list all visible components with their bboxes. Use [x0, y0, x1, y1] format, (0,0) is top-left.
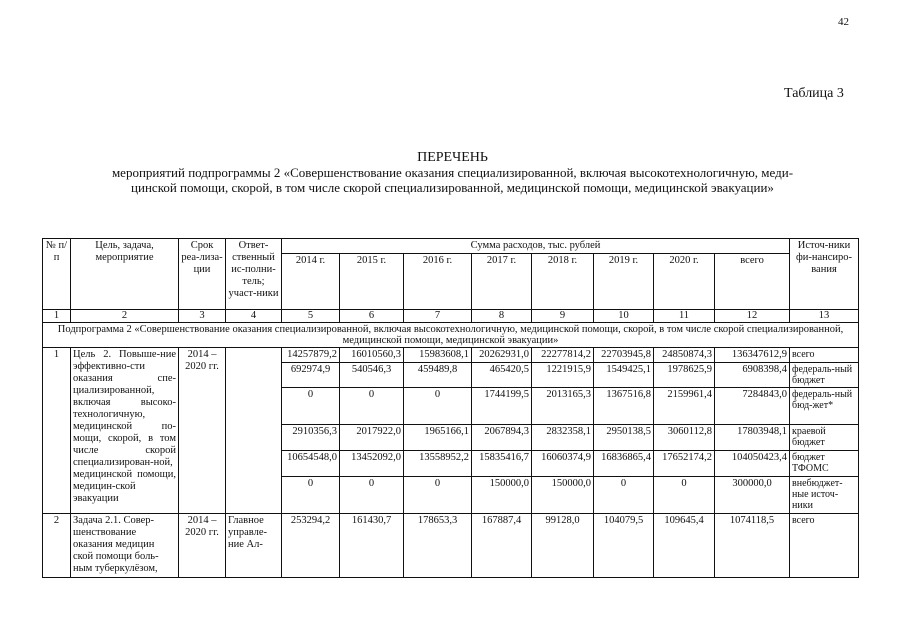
amount-cell: 540546,3 [340, 363, 404, 388]
amount-cell: 161430,7 [340, 514, 404, 578]
amount-cell: 24850874,3 [654, 348, 715, 363]
amount-cell: 15983608,1 [404, 348, 472, 363]
term-text: 2014 – 2020 гг. [179, 348, 226, 514]
amount-cell: 1221915,9 [532, 363, 594, 388]
amount-cell: 20262931,0 [472, 348, 532, 363]
amount-cell: 465420,5 [472, 363, 532, 388]
amount-cell: 0 [654, 477, 715, 514]
amount-cell: 14257879,2 [282, 348, 340, 363]
amount-cell: 1744199,5 [472, 388, 532, 425]
table-row [43, 514, 859, 578]
task-text: Задача 2.1. Совер-шенствование оказания медицин ской помощи боль-ным туберкулёзом, [71, 514, 179, 578]
column-number: 2 [71, 310, 179, 323]
amount-cell: 2910356,3 [282, 425, 340, 451]
amount-cell: 13452092,0 [340, 451, 404, 477]
responsible-cell [226, 348, 282, 514]
amount-cell: 0 [594, 477, 654, 514]
amount-cell: 109645,4 [654, 514, 715, 578]
column-number: 13 [790, 310, 859, 323]
table-row [43, 348, 859, 363]
amount-cell: 150000,0 [472, 477, 532, 514]
amount-cell: 1978625,9 [654, 363, 715, 388]
column-number: 1 [43, 310, 71, 323]
header-year: 2018 г. [532, 254, 594, 310]
amount-cell: 178653,3 [404, 514, 472, 578]
total-cell: 1074118,5 [715, 514, 790, 578]
source-cell: бюджет ТФОМС [790, 451, 859, 477]
source-cell: федераль-ный бюджет [790, 363, 859, 388]
amount-cell: 104079,5 [594, 514, 654, 578]
amount-cell: 253294,2 [282, 514, 340, 578]
page-number: 42 [838, 16, 849, 28]
column-number: 11 [654, 310, 715, 323]
header-sum-group: Сумма расходов, тыс. рублей [282, 239, 790, 254]
document-title-line-1: мероприятий подпрограммы 2 «Совершенствование оказания специализированной, включая высокотехнологичную, меди- [111, 165, 794, 180]
total-cell: 104050423,4 [715, 451, 790, 477]
total-cell: 6908398,4 [715, 363, 790, 388]
total-cell: 7284843,0 [715, 388, 790, 425]
events-table [42, 238, 859, 578]
header-total: всего [715, 254, 790, 310]
amount-cell: 2950138,5 [594, 425, 654, 451]
source-cell: всего [790, 514, 859, 578]
amount-cell: 0 [340, 477, 404, 514]
amount-cell: 0 [282, 388, 340, 425]
header-year: 2019 г. [594, 254, 654, 310]
goal-text: Цель 2. Повыше-ние эффективно-сти оказания спе-циализированной, включая высоко-технологичную, медицинской по-мощи, скорой, в том числе скорой специализирован-ной, медицинской помощи, медицин-ской эвакуации [71, 348, 179, 514]
document-heading: ПЕРЕЧЕНЬ [417, 150, 488, 165]
subprogram-title: Подпрограмма 2 «Совершенствование оказания специализированной, включая высокотехнологичную, медицинской помощи, скорой, в том числе скорой специализированной, медицинской помощи, медицинской эвакуации» [43, 323, 859, 348]
amount-cell: 1965166,1 [404, 425, 472, 451]
header-goal: Цель, задача, мероприятие [71, 239, 179, 310]
source-cell: внебюджет-ные источ-ники [790, 477, 859, 514]
term-text: 2014 – 2020 гг. [179, 514, 226, 578]
column-number: 6 [340, 310, 404, 323]
amount-cell: 0 [340, 388, 404, 425]
total-cell: 136347612,9 [715, 348, 790, 363]
amount-cell: 16010560,3 [340, 348, 404, 363]
source-cell: всего [790, 348, 859, 363]
column-number-row [43, 310, 859, 323]
column-number: 9 [532, 310, 594, 323]
column-number: 8 [472, 310, 532, 323]
column-number: 4 [226, 310, 282, 323]
column-number: 10 [594, 310, 654, 323]
header-row-1 [43, 239, 859, 254]
amount-cell: 22277814,2 [532, 348, 594, 363]
total-cell: 300000,0 [715, 477, 790, 514]
amount-cell: 17652174,2 [654, 451, 715, 477]
amount-cell: 2017922,0 [340, 425, 404, 451]
header-year: 2014 г. [282, 254, 340, 310]
amount-cell: 15835416,7 [472, 451, 532, 477]
amount-cell: 2159961,4 [654, 388, 715, 425]
header-responsible: Ответ-ственный ис-полни-тель; участ-ники [226, 239, 282, 310]
amount-cell: 0 [282, 477, 340, 514]
header-term: Срок реа-лиза-ции [179, 239, 226, 310]
column-number: 7 [404, 310, 472, 323]
amount-cell: 2832358,1 [532, 425, 594, 451]
source-cell: федераль-ный бюд-жет* [790, 388, 859, 425]
subprogram-row [43, 323, 859, 348]
header-source: Источ-ники фи-нансиро-вания [790, 239, 859, 310]
amount-cell: 2067894,3 [472, 425, 532, 451]
source-cell: краевой бюджет [790, 425, 859, 451]
column-number: 3 [179, 310, 226, 323]
amount-cell: 1367516,8 [594, 388, 654, 425]
amount-cell: 16060374,9 [532, 451, 594, 477]
amount-cell: 3060112,8 [654, 425, 715, 451]
amount-cell: 0 [404, 477, 472, 514]
column-number: 12 [715, 310, 790, 323]
column-number: 5 [282, 310, 340, 323]
amount-cell: 459489,8 [404, 363, 472, 388]
amount-cell: 99128,0 [532, 514, 594, 578]
header-year: 2016 г. [404, 254, 472, 310]
row-number: 1 [43, 348, 71, 514]
amount-cell: 10654548,0 [282, 451, 340, 477]
header-year: 2017 г. [472, 254, 532, 310]
amount-cell: 692974,9 [282, 363, 340, 388]
responsible-text: Главное управле-ние Ал- [226, 514, 282, 578]
row-number: 2 [43, 514, 71, 578]
amount-cell: 150000,0 [532, 477, 594, 514]
header-num: № п/п [43, 239, 71, 310]
amount-cell: 2013165,3 [532, 388, 594, 425]
amount-cell: 1549425,1 [594, 363, 654, 388]
document-title-line-2: цинской помощи, скорой, в том числе скорой специализированной, медицинской помощи, медицинской эвакуации» [131, 180, 774, 195]
amount-cell: 22703945,8 [594, 348, 654, 363]
table-label: Таблица 3 [784, 86, 844, 101]
header-year: 2020 г. [654, 254, 715, 310]
total-cell: 17803948,1 [715, 425, 790, 451]
amount-cell: 16836865,4 [594, 451, 654, 477]
amount-cell: 13558952,2 [404, 451, 472, 477]
amount-cell: 167887,4 [472, 514, 532, 578]
amount-cell: 0 [404, 388, 472, 425]
header-year: 2015 г. [340, 254, 404, 310]
